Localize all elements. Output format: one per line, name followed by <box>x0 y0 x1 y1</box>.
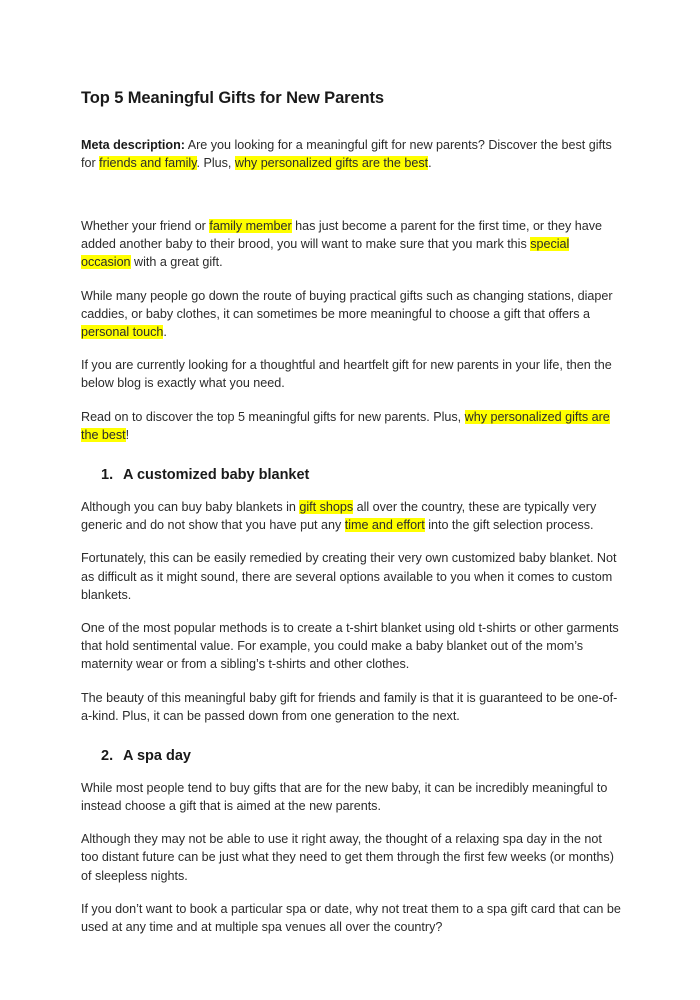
intro-p1-text-a: Whether your friend or <box>81 219 210 234</box>
section-1 <box>81 466 621 725</box>
meta-description-label: Meta description: <box>81 137 185 152</box>
intro-p2-text-a: While many people go down the route of buying practical gifts such as changing stations, diaper caddies, or baby clothes, it can sometimes be more meaningful to choose a gift that offers a <box>81 288 613 321</box>
section-2-paragraph-1: While most people tend to buy gifts that are for the new baby, it can be incredibly meaningful to instead choose a gift that is aimed at the new parents. <box>81 780 608 813</box>
intro-paragraph-1 <box>81 217 621 272</box>
section-2-paragraph-3: If you don’t want to book a particular spa or date, why not treat them to a spa gift card that can be used at any time and at multiple spa venues all over the country? <box>81 901 621 934</box>
section-1-p1-text-a: Although you can buy baby blankets in <box>81 499 300 514</box>
section-1-paragraph-3: One of the most popular methods is to create a t-shirt blanket using old t-shirts or other garments that hold sentimental value. For example, you could make a baby blanket out of the mom’s maternity wear or from a sibling’s t-shirts and other clothes. <box>81 620 619 672</box>
intro-p4-text-a: Read on to discover the top 5 meaningful gifts for new parents. Plus, <box>81 409 465 424</box>
intro-paragraph-4 <box>81 408 621 444</box>
meta-description-text-3: . <box>428 155 432 170</box>
intro-p2-text-b: . <box>163 325 167 340</box>
section-1-paragraph-4: The beauty of this meaningful baby gift for friends and family is that it is guaranteed to be one-of-a-kind. Plus, it can be passed down from one generation to the next. <box>81 690 618 723</box>
section-heading-1 <box>81 466 621 485</box>
highlight-family-member: family member <box>209 219 292 234</box>
section-2 <box>81 747 621 936</box>
section-1-p1-text-c: into the gift selection process. <box>424 518 594 533</box>
section-number-1: 1. <box>101 467 114 484</box>
highlight-special-occasion: special occasion <box>81 237 570 270</box>
highlight-why-personalized-gifts-meta: why personalized gifts are the best <box>234 155 429 170</box>
section-1-paragraph-1 <box>81 498 621 534</box>
intro-p1-text-c: with a great gift. <box>130 255 223 270</box>
section-title-1: A customized baby blanket <box>123 467 310 484</box>
intro-paragraph-3: If you are currently looking for a thoughtful and heartfelt gift for new parents in your life, then the below blog is exactly what you need. <box>81 358 612 391</box>
document-body <box>81 88 621 951</box>
highlight-personal-touch: personal touch <box>81 325 164 340</box>
section-title-2: A spa day <box>123 747 191 764</box>
intro-p1-text-b: has just become a parent for the first time, or they have added another baby to their brood, you will want to make sure that you mark this <box>81 219 603 252</box>
intro-paragraph-2 <box>81 287 621 342</box>
intro-p4-text-b: ! <box>125 427 130 442</box>
meta-description-paragraph <box>81 136 621 172</box>
section-heading-2 <box>81 747 621 766</box>
meta-description-text-2: . Plus, <box>196 155 235 170</box>
highlight-friends-and-family: friends and family <box>99 155 197 170</box>
meta-description-text-1: Are you looking for a meaningful gift for new parents? Discover the best gifts for <box>81 137 612 170</box>
page-title: Top 5 Meaningful Gifts for New Parents <box>81 89 385 107</box>
section-1-p1-text-b: all over the country, these are typically very generic and do not show that you have put any <box>81 499 597 533</box>
section-1-paragraph-2: Fortunately, this can be easily remedied by creating their very own customized baby blanket. Not as difficult as it might sound, there are several options available to you when it comes to custom blankets. <box>81 551 617 602</box>
section-2-paragraph-2: Although they may not be able to use it right away, the thought of a relaxing spa day in the not too distant future can be just what they need to get them through the first few weeks (or months) of sleepless nights. <box>81 832 614 883</box>
highlight-why-personalized-gifts-intro: why personalized gifts are the best <box>81 409 610 442</box>
highlight-gift-shops: gift shops <box>299 499 354 514</box>
highlight-time-and-effort: time and effort <box>344 518 425 533</box>
section-number-2: 2. <box>101 747 114 764</box>
